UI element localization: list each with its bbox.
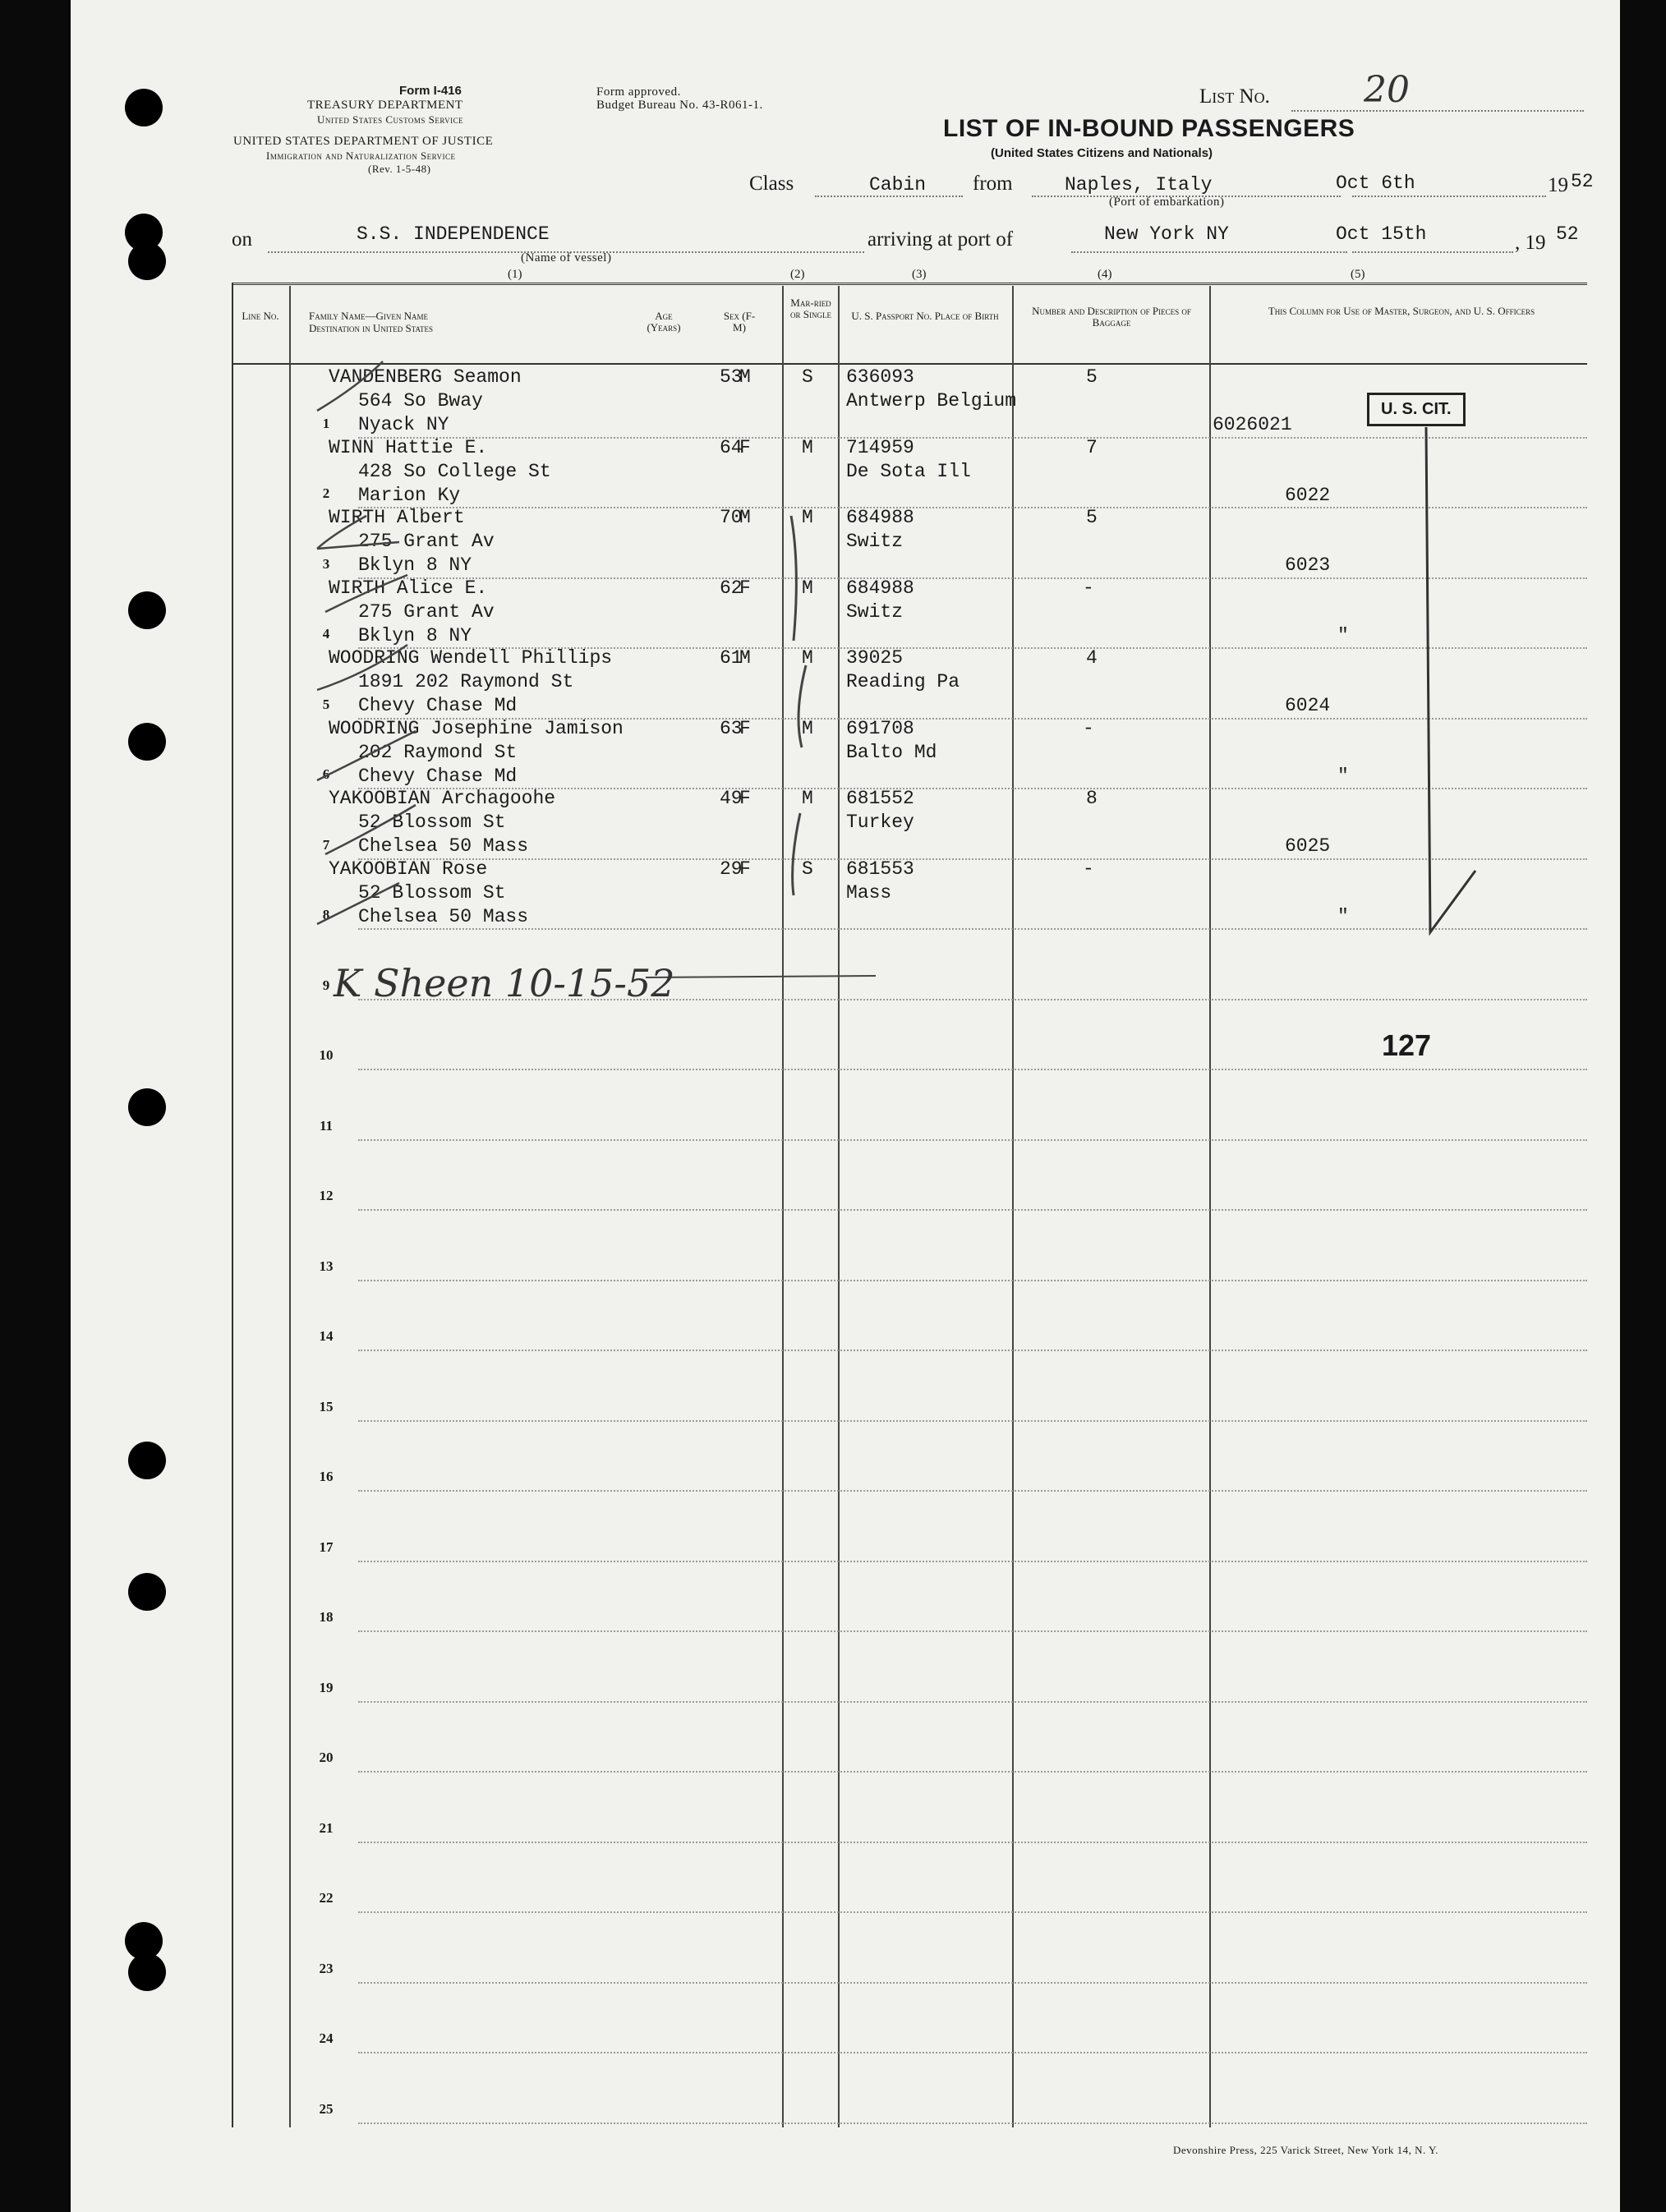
col-divider-baggage — [1012, 286, 1014, 2127]
passenger-sex: F — [739, 718, 751, 739]
form-revision: (Rev. 1-5-48) — [368, 163, 431, 175]
hdr-passport: U. S. Passport No. Place of Birth — [851, 310, 999, 322]
vessel-caption: (Name of vessel) — [521, 251, 612, 264]
embark-year-prefix: 19 — [1548, 174, 1568, 196]
hdr-sex: Sex (F-M) — [723, 310, 756, 333]
row-rule — [358, 1911, 1587, 1913]
passenger-city: Bklyn 8 NY — [358, 625, 472, 646]
passenger-city: Marion Ky — [358, 485, 461, 506]
row-rule — [358, 1701, 1587, 1703]
passenger-address: 428 So College St — [358, 461, 551, 482]
inspector-signature: K Sheen 10-15-52 — [334, 961, 675, 1005]
passenger-age: 49 — [720, 788, 743, 809]
class-label: Class — [749, 172, 794, 195]
row-rule — [358, 1771, 1587, 1773]
passport-number: 636093 — [846, 366, 914, 388]
punch-hole — [128, 1573, 166, 1611]
citizen-stamp: U. S. CIT. — [1367, 393, 1466, 426]
passenger-city: Chevy Chase Md — [358, 766, 518, 787]
passenger-sex: F — [739, 788, 751, 809]
passenger-address: 564 So Bway — [358, 390, 483, 412]
row-rule — [358, 1630, 1587, 1632]
row-rule — [358, 1139, 1587, 1141]
passenger-city: Chevy Chase Md — [358, 695, 518, 716]
arrival-year-prefix: , 19 — [1515, 232, 1546, 254]
hdr-line-no: Line No. — [242, 310, 279, 322]
document-page — [71, 0, 1620, 2212]
passenger-count: 127 — [1382, 1028, 1432, 1062]
class-line — [815, 195, 963, 197]
form-id: Form I-416 — [399, 84, 462, 98]
col-divider-line — [289, 286, 291, 2127]
passenger-name: WIRTH Albert — [329, 507, 465, 528]
row-rule — [358, 1209, 1587, 1211]
officer-number: 6023 — [1285, 554, 1331, 576]
officer-number: 6022 — [1285, 485, 1331, 506]
passenger-name: VANDENBERG Seamon — [329, 366, 522, 388]
col-mark-3: (3) — [912, 268, 927, 281]
baggage-count: - — [1083, 858, 1094, 880]
passenger-age: 61 — [720, 647, 743, 669]
passenger-sex: M — [739, 366, 751, 388]
arriving-label: arriving at port of — [868, 228, 1014, 251]
arrival-port: New York NY — [1104, 223, 1229, 245]
passenger-sex: M — [739, 507, 751, 528]
table-top-rule — [232, 283, 1587, 285]
class-value: Cabin — [869, 174, 927, 195]
page-subtitle: (United States Citizens and Nationals) — [991, 146, 1213, 160]
line-number: 12 — [319, 1188, 334, 1203]
row-rule — [358, 1280, 1587, 1281]
baggage-count: 8 — [1086, 788, 1098, 809]
on-label: on — [232, 228, 252, 251]
row-rule — [358, 1420, 1587, 1422]
line-number: 22 — [319, 1890, 334, 1906]
hdr-age: Age (Years) — [647, 310, 681, 333]
passenger-age: 63 — [720, 718, 743, 739]
baggage-count: 4 — [1086, 647, 1098, 669]
punch-hole — [128, 723, 166, 761]
place-of-birth: Switz — [846, 601, 904, 623]
passport-number: 714959 — [846, 437, 914, 458]
from-label: from — [973, 172, 1013, 195]
passenger-address: 202 Raymond St — [358, 742, 518, 763]
place-of-birth: Turkey — [846, 812, 914, 833]
row-rule — [358, 1842, 1587, 1843]
officer-number: 6026021 — [1213, 414, 1292, 435]
officer-number: " — [1337, 766, 1349, 787]
citizen-arrow — [1426, 427, 1475, 932]
line-number: 8 — [322, 907, 330, 922]
row-rule — [358, 507, 1587, 508]
passenger-address: 275 Grant Av — [358, 531, 495, 552]
place-of-birth: Antwerp Belgium — [846, 390, 1017, 412]
line-number: 1 — [322, 416, 330, 431]
punch-hole — [128, 1088, 166, 1126]
hdr-destination: Destination in United States — [309, 322, 434, 334]
line-number: 20 — [319, 1750, 334, 1765]
signature-dash — [646, 976, 876, 977]
row-rule — [358, 577, 1587, 579]
row-rule — [358, 1069, 1587, 1070]
col-divider-passport — [838, 286, 840, 2127]
passenger-marital: M — [802, 718, 813, 739]
passenger-marital: S — [802, 366, 813, 388]
line-number: 19 — [319, 1680, 334, 1695]
line-number: 13 — [319, 1258, 334, 1274]
place-of-birth: Reading Pa — [846, 671, 960, 692]
passport-number: 681552 — [846, 788, 914, 809]
passenger-city: Bklyn 8 NY — [358, 554, 472, 576]
passenger-marital: M — [802, 437, 813, 458]
arrival-date-line — [1352, 251, 1513, 253]
line-number: 6 — [322, 766, 330, 782]
line-number: 2 — [322, 485, 330, 501]
passenger-city: Chelsea 50 Mass — [358, 835, 529, 857]
row-rule — [358, 1350, 1587, 1351]
line-number: 17 — [319, 1539, 334, 1555]
col-divider-officer — [1209, 286, 1211, 2127]
line-number: 18 — [319, 1609, 334, 1625]
embark-year: 52 — [1571, 171, 1594, 192]
budget-bureau: Budget Bureau No. 43-R061-1. — [596, 99, 763, 112]
line-number: 23 — [319, 1961, 334, 1976]
passenger-sex: F — [739, 858, 751, 880]
list-no-label: List No. — [1199, 85, 1270, 108]
officer-number: 6025 — [1285, 835, 1331, 857]
table-left-rule — [232, 283, 233, 2127]
list-no-value: 20 — [1364, 69, 1410, 111]
passenger-marital: S — [802, 858, 813, 880]
line-number: 3 — [322, 556, 330, 572]
passenger-city: Chelsea 50 Mass — [358, 906, 529, 927]
hdr-baggage: Number and Description of Pieces of Baggage — [1032, 305, 1191, 329]
passenger-address: 1891 202 Raymond St — [358, 671, 574, 692]
passenger-age: 29 — [720, 858, 743, 880]
age-bracket — [793, 813, 800, 895]
hdr-name: Family Name—Given Name — [309, 310, 428, 322]
col-mark-4: (4) — [1098, 268, 1112, 281]
passenger-name: WIRTH Alice E. — [329, 577, 488, 599]
line-number: 4 — [322, 626, 330, 642]
line-number: 24 — [319, 2030, 334, 2046]
row-rule — [358, 1490, 1587, 1492]
baggage-count: 5 — [1086, 366, 1098, 388]
col-mark-2: (2) — [790, 268, 805, 281]
passenger-sex: F — [739, 577, 751, 599]
line-number: 25 — [319, 2101, 334, 2117]
passenger-name: WOODRING Wendell Phillips — [329, 647, 613, 669]
baggage-count: - — [1083, 577, 1094, 599]
row-rule — [358, 1561, 1587, 1562]
line-number: 11 — [319, 1118, 334, 1134]
passenger-name: WINN Hattie E. — [329, 437, 488, 458]
place-of-birth: Balto Md — [846, 742, 937, 763]
punch-hole — [128, 1442, 166, 1479]
passenger-address: 52 Blossom St — [358, 882, 506, 904]
place-of-birth: Mass — [846, 882, 892, 904]
punch-hole — [125, 89, 163, 126]
row-rule — [358, 437, 1587, 439]
dept-immigration: Immigration and Naturalization Service — [266, 149, 456, 162]
passenger-address: 275 Grant Av — [358, 601, 495, 623]
officer-number: " — [1337, 906, 1349, 927]
place-of-birth: Switz — [846, 531, 904, 552]
passenger-name: YAKOOBIAN Rose — [329, 858, 488, 880]
row-rule — [358, 858, 1587, 860]
col-divider-marital — [782, 286, 784, 2127]
passport-number: 681553 — [846, 858, 914, 880]
passport-number: 691708 — [846, 718, 914, 739]
place-of-birth: De Sota Ill — [846, 461, 971, 482]
passenger-age: 64 — [720, 437, 743, 458]
passenger-address: 52 Blossom St — [358, 812, 506, 833]
line-number: 16 — [319, 1469, 334, 1484]
baggage-count: 5 — [1086, 507, 1098, 528]
passenger-marital: M — [802, 507, 813, 528]
row-rule — [358, 928, 1587, 930]
dept-treasury: TREASURY DEPARTMENT — [307, 99, 463, 112]
row-rule — [358, 1982, 1587, 1984]
dept-customs: United States Customs Service — [317, 113, 464, 126]
col-mark-1: (1) — [508, 268, 522, 281]
officer-number: 6024 — [1285, 695, 1331, 716]
passenger-city: Nyack NY — [358, 414, 449, 435]
passenger-sex: F — [739, 437, 751, 458]
arrival-year: 52 — [1556, 223, 1579, 245]
col-mark-5: (5) — [1351, 268, 1365, 281]
officer-number: " — [1337, 625, 1349, 646]
embark-caption: (Port of embarkation) — [1109, 195, 1225, 209]
line-number: 15 — [319, 1399, 334, 1414]
passenger-name: YAKOOBIAN Archagoohe — [329, 788, 556, 809]
printer-credit: Devonshire Press, 225 Varick Street, New York 14, N. Y. — [1173, 2144, 1438, 2156]
vessel-name: S.S. INDEPENDENCE — [357, 223, 550, 245]
row-rule — [358, 2122, 1587, 2124]
embark-port: Naples, Italy — [1065, 174, 1213, 195]
row-rule — [358, 2052, 1587, 2053]
hdr-officer: This Column for Use of Master, Surgeon, and U. S. Officers — [1268, 305, 1535, 317]
passenger-marital: M — [802, 647, 813, 669]
passenger-age: 53 — [720, 366, 743, 388]
passenger-age: 70 — [720, 507, 743, 528]
line-number: 5 — [322, 697, 330, 712]
punch-hole — [128, 591, 166, 629]
arrival-port-line — [1071, 251, 1347, 253]
embark-date: Oct 6th — [1336, 172, 1415, 194]
form-approved: Form approved. — [596, 85, 681, 99]
punch-hole — [128, 1953, 166, 1991]
line-number: 10 — [319, 1047, 334, 1063]
embark-date-line — [1352, 195, 1546, 197]
list-no-line — [1291, 110, 1584, 112]
dept-justice: UNITED STATES DEPARTMENT OF JUSTICE — [233, 135, 494, 148]
line-number: 7 — [322, 837, 330, 853]
line-number: 21 — [319, 1820, 334, 1836]
baggage-count: - — [1083, 718, 1094, 739]
punch-hole — [128, 242, 166, 280]
passenger-marital: M — [802, 577, 813, 599]
passenger-age: 62 — [720, 577, 743, 599]
baggage-count: 7 — [1086, 437, 1098, 458]
line-number: 9 — [322, 977, 330, 993]
hdr-marital: Mar-ried or Single — [790, 297, 831, 320]
passport-number: 39025 — [846, 647, 904, 669]
line-number: 14 — [319, 1328, 334, 1344]
passenger-sex: M — [739, 647, 751, 669]
passenger-name: WOODRING Josephine Jamison — [329, 718, 624, 739]
table-header-rule — [232, 363, 1587, 365]
passenger-marital: M — [802, 788, 813, 809]
page-title: LIST OF IN-BOUND PASSENGERS — [943, 115, 1355, 142]
passport-number: 684988 — [846, 507, 914, 528]
checkmark-strokes — [71, 0, 1620, 2212]
passport-number: 684988 — [846, 577, 914, 599]
arrival-date: Oct 15th — [1336, 223, 1427, 245]
